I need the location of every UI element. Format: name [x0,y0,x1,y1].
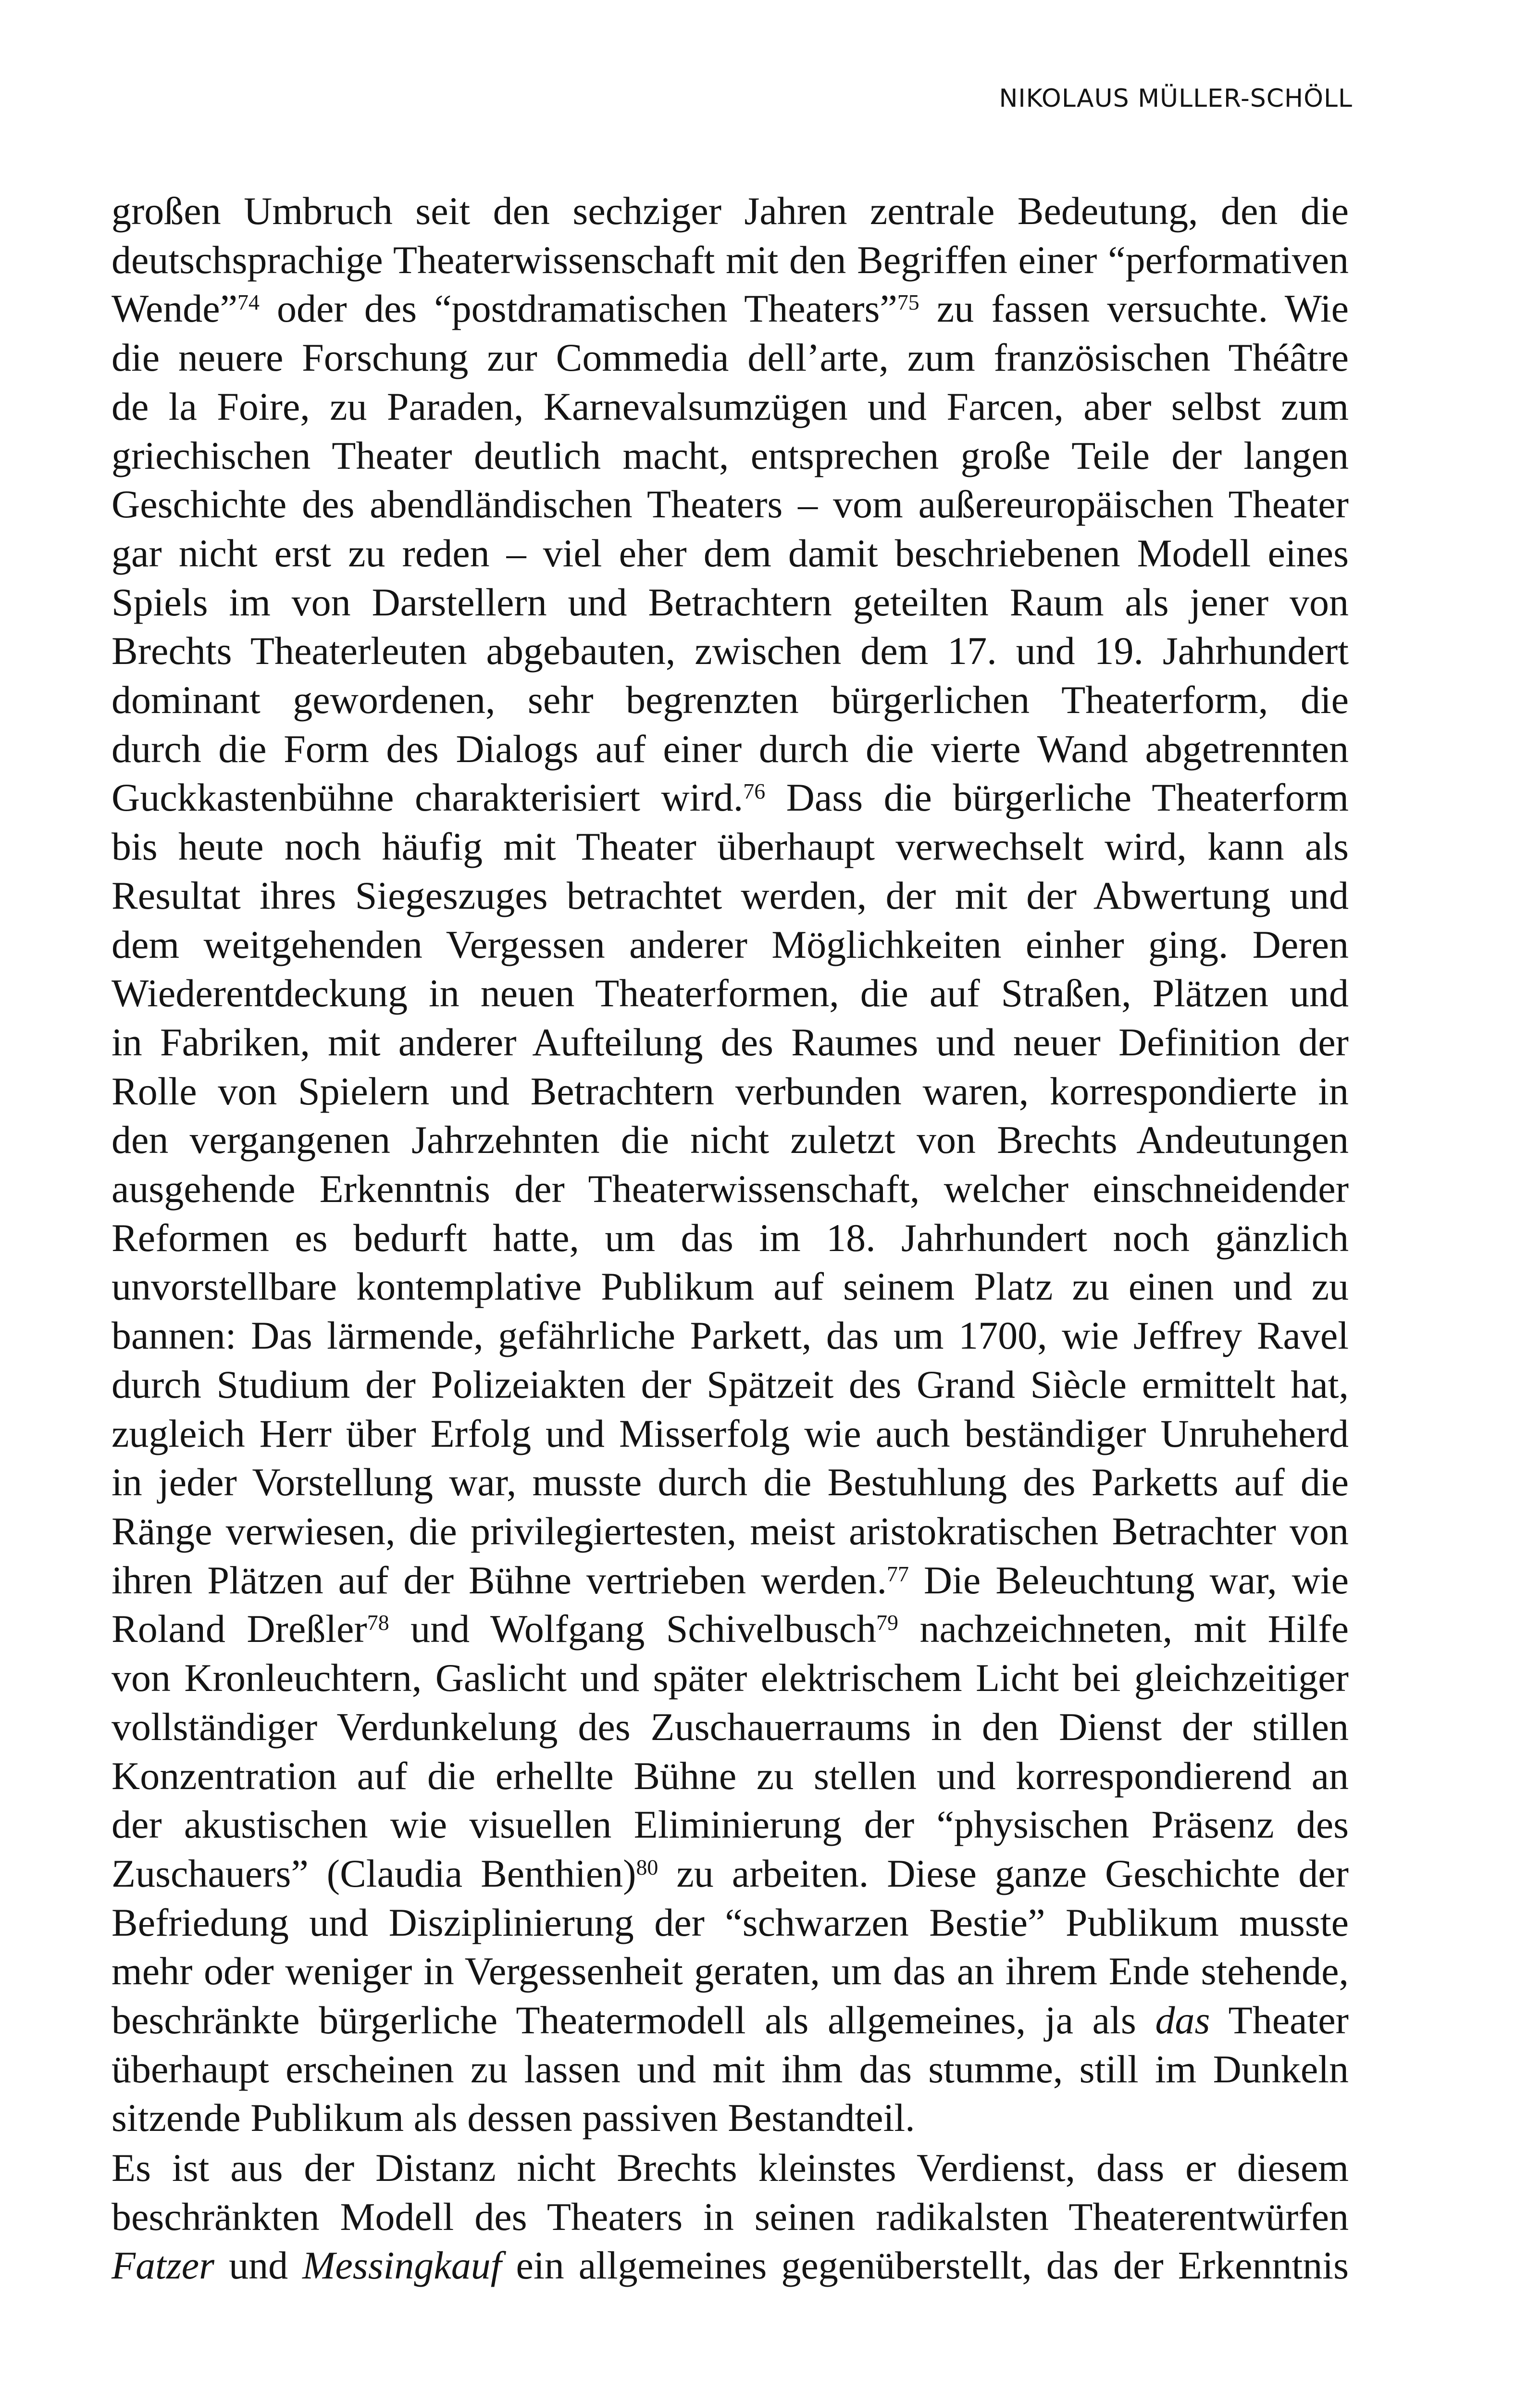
text-line: ausgehende Erkenntnis der Theaterwissenschaft, welcher einschneidender [112,1167,1349,1211]
text-line: deutschsprachige Theaterwissenschaft mit den Begriffen einer “performativen [112,238,1349,282]
text-line: mehr oder weniger in Vergessenheit geraten, um das an ihrem Ende stehende, [112,1949,1349,1993]
text-line: durch die Form des Dialogs auf einer durch die vierte Wand abgetrennten [112,726,1349,771]
text-line: Spiels im von Darstellern und Betrachtern geteilten Raum als jener von [112,580,1349,624]
text-line: die neuere Forschung zur Commedia dell’arte, zum französischen Théâtre [112,336,1349,380]
text-line: Konzentration auf die erhellte Bühne zu stellen und korrespondierend an [112,1753,1349,1798]
text-line: griechischen Theater deutlich macht, entsprechen große Teile der langen [112,433,1349,477]
text-line: unvorstellbare kontemplative Publikum auf seinem Platz zu einen und zu [112,1265,1349,1309]
text-line: gar nicht erst zu reden – viel eher dem damit beschriebenen Modell eines [112,531,1349,575]
text-line: de la Foire, zu Paraden, Karnevalsumzügen und Farcen, aber selbst zum [112,384,1349,428]
text-line: Resultat ihres Siegeszuges betrachtet werden, der mit der Abwertung und [112,873,1349,917]
running-head: NIKOLAUS MÜLLER-SCHÖLL [999,84,1353,113]
text-line: der akustischen wie visuellen Eliminierung der “physischen Präsenz des [112,1803,1349,1847]
text-line: Geschichte des abendländischen Theaters – vom außereuropäischen Theater [112,482,1349,526]
text-line: bis heute noch häufig mit Theater überhaupt verwechselt wird, kann als [112,825,1349,869]
text-line: Ränge verwiesen, die privilegiertesten, meist aristokratischen Betrachter von [112,1509,1349,1553]
text-line: Wende”$^{74}$ oder des “postdramatischen Theaters”$^{75}$ zu fassen versuchte. Wie [112,287,1349,331]
text-line: Guckkastenbühne charakterisiert wird.$^{76}$ Dass die bürgerliche Theaterform [112,776,1349,820]
text-line: ihren Plätzen auf der Bühne vertrieben werden.$^{77}$ Die Beleuchtung war, wie [112,1558,1349,1602]
text-line: in Fabriken, mit anderer Aufteilung des Raumes und neuer Definition der [112,1020,1349,1064]
text-line: in jeder Vorstellung war, musste durch die Bestuhlung des Parketts auf die [112,1460,1349,1504]
text-line: dominant gewordenen, sehr begrenzten bürgerlichen Theaterform, die [112,678,1349,722]
text-line: Rolle von Spielern und Betrachtern verbunden waren, korrespondierte in [112,1069,1349,1113]
text-line: Fatzer und Messingkauf ein allgemeines gegenüberstellt, das der Erkenntnis [112,2243,1349,2288]
text-line: durch Studium der Polizeiakten der Spätzeit des Grand Siècle ermittelt hat, [112,1362,1349,1406]
text-line: von Kronleuchtern, Gaslicht und später elektrischem Licht bei gleichzeitiger [112,1656,1349,1700]
text-line: Reformen es bedurft hatte, um das im 18. Jahrhundert noch gänzlich [112,1215,1349,1260]
text-line: überhaupt erscheinen zu lassen und mit ihm das stumme, still im Dunkeln [112,2047,1349,2091]
text-line: Es ist aus der Distanz nicht Brechts kleinstes Verdienst, dass er diesem [112,2146,1349,2190]
text-line: sitzende Publikum als dessen passiven Bestandteil. [112,2096,915,2140]
text-line: Zuschauers” (Claudia Benthien)$^{80}$ zu arbeiten. Diese ganze Geschichte der [112,1851,1349,1895]
text-line: dem weitgehenden Vergessen anderer Möglichkeiten einher ging. Deren [112,922,1349,966]
text-line: großen Umbruch seit den sechziger Jahren zentrale Bedeutung, den die [112,189,1349,233]
text-line: vollständiger Verdunkelung des Zuschauerraums in den Dienst der stillen [112,1704,1349,1749]
text-line: zugleich Herr über Erfolg und Misserfolg wie auch beständiger Unruheherd [112,1411,1349,1455]
text-line: Befriedung und Disziplinierung der “schwarzen Bestie” Publikum musste [112,1900,1349,1944]
body-paragraph-2 [112,2143,1349,2290]
body-paragraph-1 [112,187,1349,2142]
text-line: beschränkten Modell des Theaters in seinen radikalsten Theaterentwürfen [112,2194,1349,2239]
text-line: Roland Dreßler$^{78}$ und Wolfgang Schivelbusch$^{79}$ nachzeichneten, mit Hilfe [112,1607,1349,1651]
text-line: beschränkte bürgerliche Theatermodell als allgemeines, ja als das Theater [112,1998,1349,2042]
text-line: Brechts Theaterleuten abgebauten, zwischen dem 17. und 19. Jahrhundert [112,629,1349,673]
text-line: den vergangenen Jahrzehnten die nicht zuletzt von Brechts Andeutungen [112,1118,1349,1162]
text-line: Wiederentdeckung in neuen Theaterformen, die auf Straßen, Plätzen und [112,971,1349,1015]
text-line: bannen: Das lärmende, gefährliche Parkett, das um 1700, wie Jeffrey Ravel [112,1314,1349,1358]
